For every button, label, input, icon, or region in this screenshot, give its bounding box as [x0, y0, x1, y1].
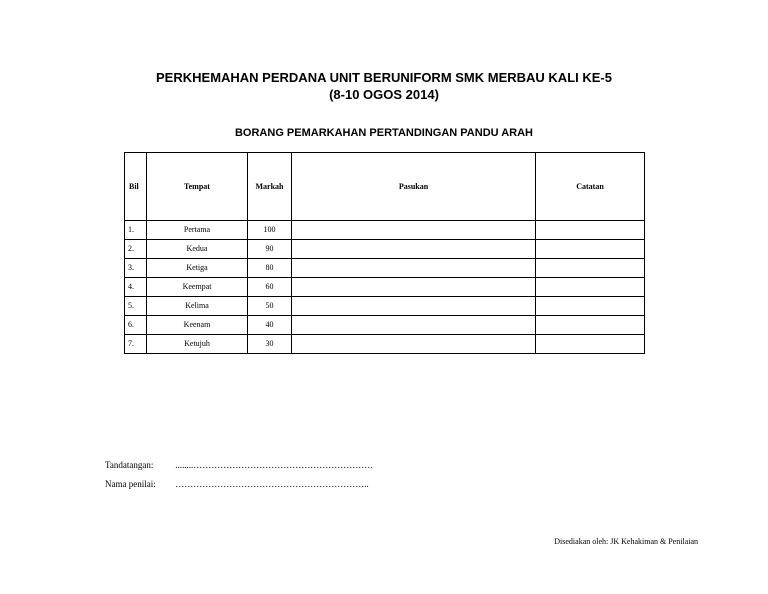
cell-tempat: Keempat	[147, 278, 248, 297]
cell-markah: 100	[248, 221, 292, 240]
assessor-name-label: Nama penilai:	[105, 479, 156, 489]
table-row	[125, 240, 645, 259]
cell-tempat: Ketujuh	[147, 335, 248, 354]
cell-markah: 50	[248, 297, 292, 316]
column-header-pasukan: Pasukan	[292, 153, 536, 221]
cell-pasukan[interactable]	[292, 278, 536, 297]
table-row	[125, 278, 645, 297]
column-header-bil: Bil	[125, 153, 147, 221]
cell-tempat: Kedua	[147, 240, 248, 259]
cell-tempat: Kelima	[147, 297, 248, 316]
cell-catatan[interactable]	[536, 335, 645, 354]
table-row	[125, 335, 645, 354]
form-title: PERKHEMAHAN PERDANA UNIT BERUNIFORM SMK MERBAU KALI KE-5	[156, 70, 612, 85]
signature-line	[105, 460, 373, 470]
cell-bil: 4.	[125, 278, 147, 297]
cell-catatan[interactable]	[536, 316, 645, 335]
cell-markah: 80	[248, 259, 292, 278]
cell-markah: 30	[248, 335, 292, 354]
cell-bil: 6.	[125, 316, 147, 335]
column-header-tempat: Tempat	[147, 153, 248, 221]
cell-pasukan[interactable]	[292, 335, 536, 354]
column-header-catatan: Catatan	[536, 153, 645, 221]
cell-catatan[interactable]	[536, 278, 645, 297]
cell-pasukan[interactable]	[292, 316, 536, 335]
cell-tempat: Keenam	[147, 316, 248, 335]
cell-bil: 7.	[125, 335, 147, 354]
table-row	[125, 221, 645, 240]
cell-pasukan[interactable]	[292, 221, 536, 240]
cell-bil: 2.	[125, 240, 147, 259]
form-subtitle: BORANG PEMARKAHAN PERTANDINGAN PANDU ARAH	[234, 127, 533, 139]
cell-markah: 90	[248, 240, 292, 259]
cell-bil: 5.	[125, 297, 147, 316]
cell-pasukan[interactable]	[292, 297, 536, 316]
cell-tempat: Ketiga	[147, 259, 248, 278]
cell-catatan[interactable]	[536, 297, 645, 316]
assessor-name-field[interactable]: ………………………………………………………..	[175, 479, 369, 489]
prepared-by: Disediakan oleh: JK Kehakiman & Penilaian	[554, 537, 698, 546]
signature-field[interactable]: ........……………………………………………………	[175, 460, 374, 470]
assessor-name-line	[105, 479, 369, 489]
table-row	[125, 259, 645, 278]
cell-tempat: Pertama	[147, 221, 248, 240]
cell-pasukan[interactable]	[292, 259, 536, 278]
scoring-table	[124, 152, 645, 354]
cell-catatan[interactable]	[536, 240, 645, 259]
cell-bil: 3.	[125, 259, 147, 278]
table-row	[125, 297, 645, 316]
signature-label: Tandatangan:	[105, 460, 154, 470]
form-date: (8-10 OGOS 2014)	[329, 87, 439, 102]
cell-markah: 60	[248, 278, 292, 297]
cell-bil: 1.	[125, 221, 147, 240]
cell-pasukan[interactable]	[292, 240, 536, 259]
column-header-markah: Markah	[248, 153, 292, 221]
cell-catatan[interactable]	[536, 221, 645, 240]
table-row	[125, 316, 645, 335]
cell-markah: 40	[248, 316, 292, 335]
cell-catatan[interactable]	[536, 259, 645, 278]
